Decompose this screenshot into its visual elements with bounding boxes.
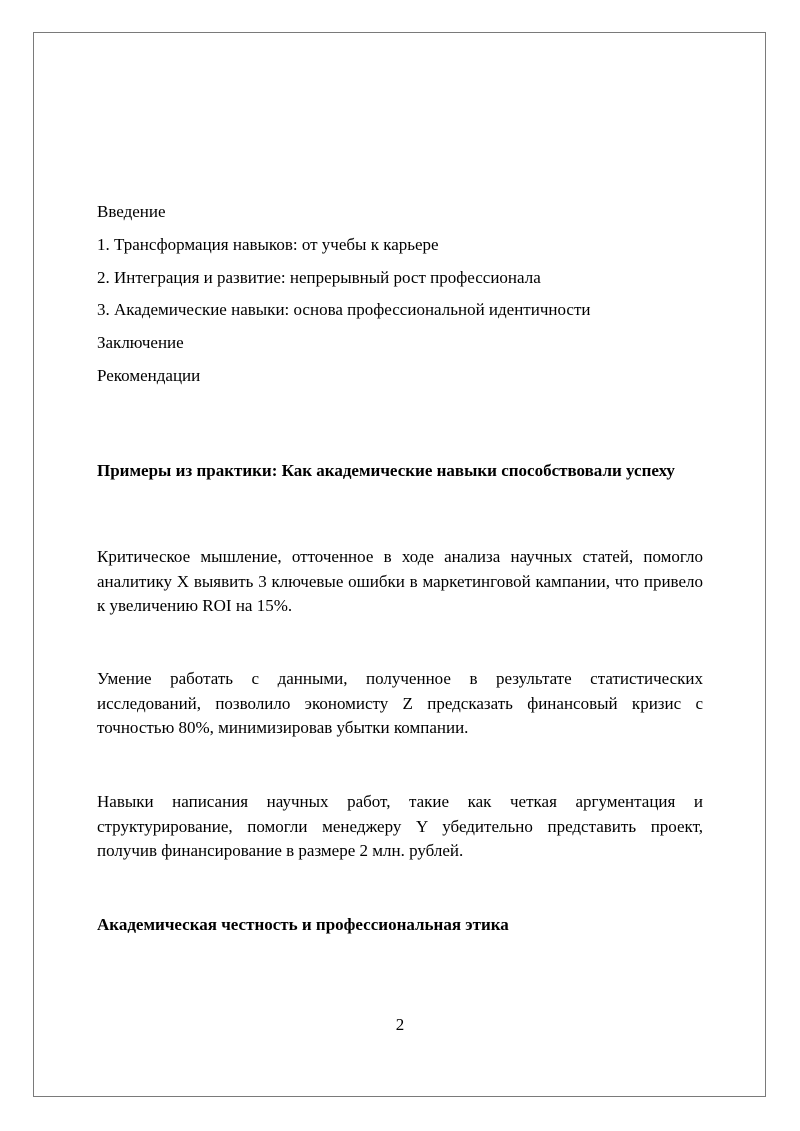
section-heading-examples: Примеры из практики: Как академические навыки способствовали успеху	[97, 461, 675, 480]
toc-item-introduction: Введение	[97, 202, 166, 221]
toc-item-conclusion: Заключение	[97, 333, 184, 352]
toc-item-recommendations: Рекомендации	[97, 366, 201, 385]
toc-item-1: 1. Трансформация навыков: от учебы к карьере	[97, 235, 439, 254]
page-number: 2	[395, 1015, 405, 1034]
toc-item-3: 3. Академические навыки: основа профессиональной идентичности	[97, 300, 591, 319]
paragraph-critical-thinking: Критическое мышление, отточенное в ходе анализа научных статей, помогло аналитику X выявить 3 ключевые ошибки в маркетинговой кампании, что привело к увеличению ROI на 15%.	[97, 547, 703, 615]
paragraph-data-skills: Умение работать с данными, полученное в результате статистических исследований, позволило экономисту Z предсказать финансовый кризис с точностью 80%, минимизировав убытки компании.	[97, 669, 703, 737]
section-heading-ethics: Академическая честность и профессиональная этика	[97, 915, 509, 934]
paragraph-writing-skills: Навыки написания научных работ, такие как четкая аргументация и структурирование, помогли менеджеру Y убедительно представить проект, получив финансирование в размере 2 млн. рублей.	[97, 792, 703, 860]
toc-item-2: 2. Интеграция и развитие: непрерывный рост профессионала	[97, 268, 541, 287]
